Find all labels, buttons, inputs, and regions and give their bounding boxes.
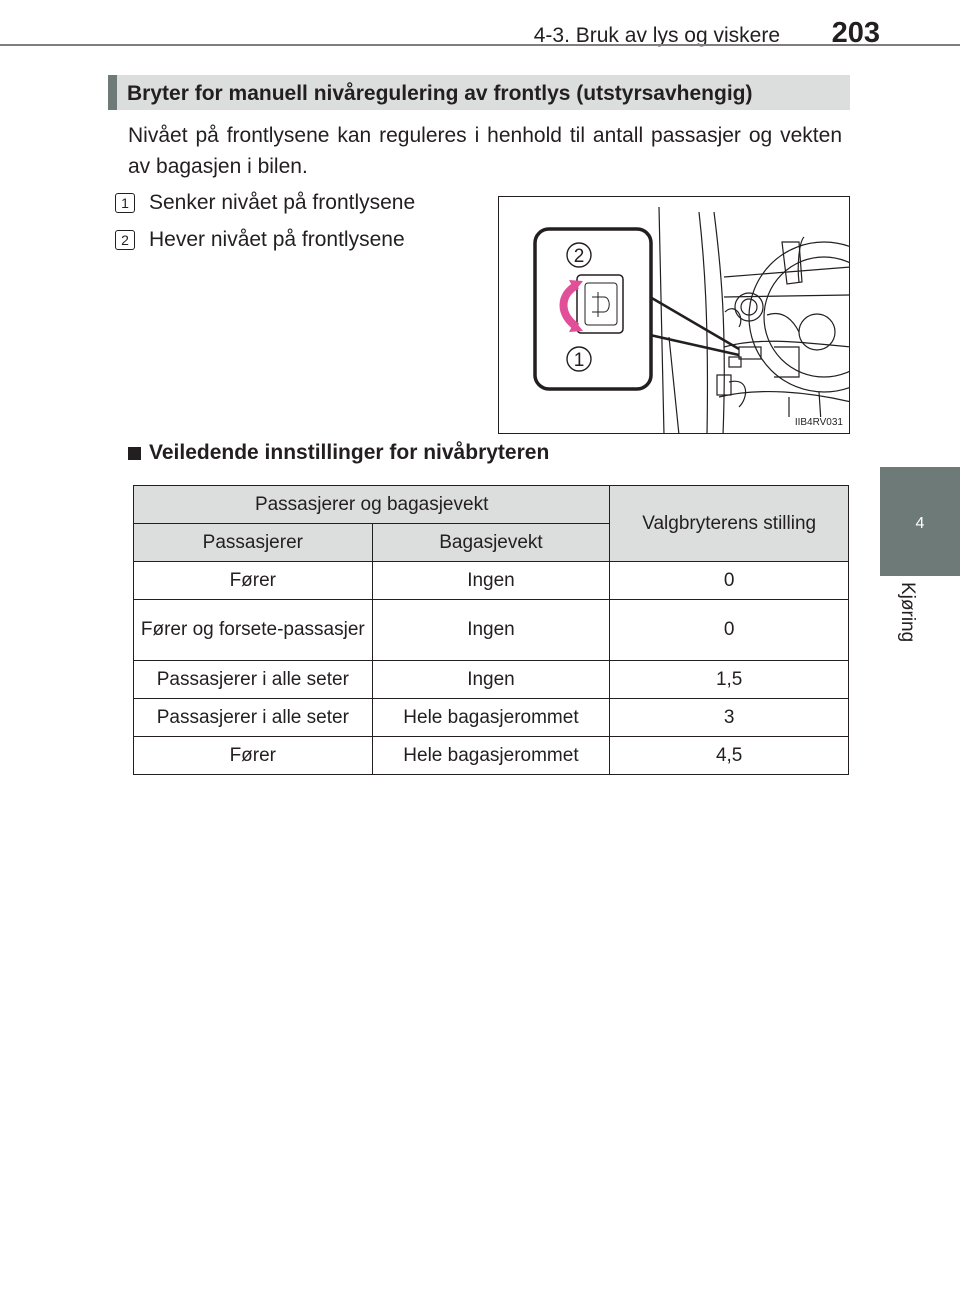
header-passenger-luggage: Passasjerer og bagasjevekt <box>134 486 610 524</box>
cell-luggage: Ingen <box>372 661 610 699</box>
cell-setting: 0 <box>610 562 849 600</box>
table-row <box>134 737 849 775</box>
cell-luggage: Hele bagasjerommet <box>372 699 610 737</box>
header-section-title: 4-3. Bruk av lys og viskere <box>533 24 780 47</box>
figure-code: IIB4RV031 <box>794 417 843 428</box>
level-settings-table <box>133 485 849 775</box>
cell-setting: 1,5 <box>610 661 849 699</box>
cell-luggage: Ingen <box>372 562 610 600</box>
section-heading: Bryter for manuell nivåregulering av frontlys (utstyrsavhengig) <box>108 75 850 110</box>
chapter-label: Kjøring <box>897 582 918 643</box>
step-number-badge: 2 <box>115 230 135 250</box>
chapter-tab-number: 4 <box>915 515 925 532</box>
headlight-level-switch-figure <box>498 196 850 434</box>
step-item-1 <box>115 191 415 215</box>
cell-setting: 4,5 <box>610 737 849 775</box>
cell-passengers: Fører <box>134 737 373 775</box>
table-subheading <box>128 441 549 465</box>
cell-passengers: Fører <box>134 562 373 600</box>
step-text: Senker nivået på frontlysene <box>149 191 416 214</box>
table-row <box>134 600 849 661</box>
header-passengers: Passasjerer <box>134 524 373 562</box>
square-bullet-icon <box>128 447 141 460</box>
cell-passengers: Passasjerer i alle seter <box>134 661 373 699</box>
step-number-badge: 1 <box>115 193 135 213</box>
dashboard-lines <box>659 207 850 434</box>
callout-number: 1 <box>573 350 585 371</box>
callout-1 <box>567 347 591 371</box>
dashboard-illustration <box>499 197 850 434</box>
header-luggage: Bagasjevekt <box>372 524 610 562</box>
step-item-2 <box>115 228 405 252</box>
callout-number: 2 <box>573 246 585 267</box>
subheading-text: Veiledende innstillinger for nivåbryteren <box>149 441 550 464</box>
cell-passengers: Fører og forsete-passasjer <box>134 600 373 661</box>
header-switch-position: Valgbryterens stilling <box>610 486 849 562</box>
cell-setting: 3 <box>610 699 849 737</box>
cell-passengers: Passasjerer i alle seter <box>134 699 373 737</box>
cell-setting: 0 <box>610 600 849 661</box>
table-row <box>134 562 849 600</box>
table-header-row <box>134 486 849 524</box>
header-rule <box>0 44 960 46</box>
step-text: Hever nivået på frontlysene <box>149 228 405 251</box>
callout-2 <box>567 243 591 267</box>
cell-luggage: Ingen <box>372 600 610 661</box>
intro-paragraph: Nivået på frontlysene kan reguleres i henhold til antall passasjer og vekten av bagasjen i bilen. <box>128 124 842 178</box>
table-row <box>134 661 849 699</box>
cell-luggage: Hele bagasjerommet <box>372 737 610 775</box>
table-row <box>134 699 849 737</box>
page-number: 203 <box>831 17 880 49</box>
